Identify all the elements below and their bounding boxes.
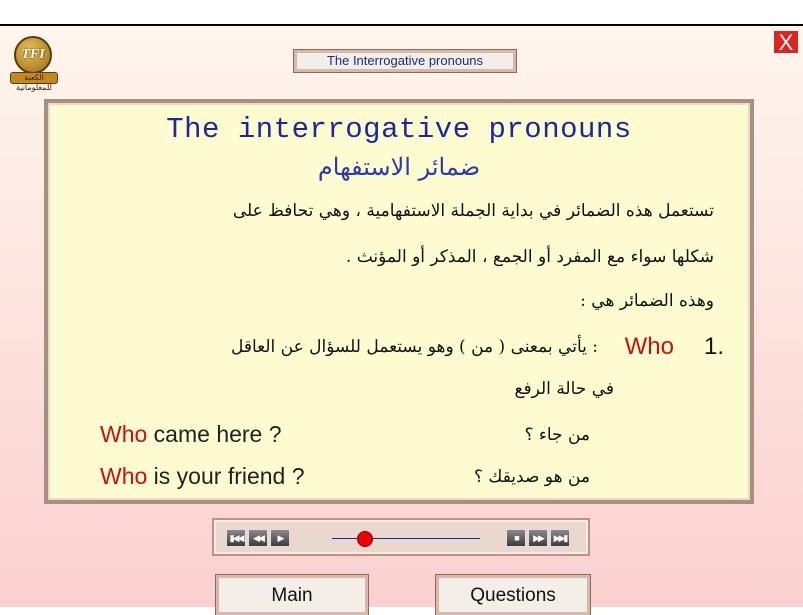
- logo-caption: الكعبة للمعلوماتية: [10, 72, 58, 84]
- example-keyword: Who: [100, 421, 148, 447]
- media-player: [212, 518, 590, 556]
- example-en-2: [100, 463, 305, 490]
- play-icon[interactable]: ▶: [270, 529, 290, 547]
- example-rest: came here ?: [147, 421, 282, 447]
- item-keyword: Who: [624, 333, 674, 360]
- example-ar-1: من جاء ؟: [524, 425, 590, 445]
- logo-emblem-icon: [14, 36, 52, 74]
- item-number: 1.: [703, 333, 724, 360]
- logo-text: TFI: [21, 47, 45, 62]
- paragraph-line-2: شكلها سواء مع المفرد أو الجمع ، المذكر أو المؤنث .: [345, 247, 714, 267]
- lesson-panel: [44, 99, 754, 504]
- heading-arabic: ضمائر الاستفهام: [317, 153, 481, 181]
- example-keyword: Who: [100, 463, 148, 489]
- forward-icon[interactable]: ▶▶: [528, 529, 548, 547]
- skip-start-icon[interactable]: ▮◀◀: [226, 529, 246, 547]
- intro-line: وهذه الضمائر هي :: [580, 291, 714, 311]
- rewind-icon[interactable]: ◀◀: [248, 529, 268, 547]
- item-description-cont: في حالة الرفع: [514, 379, 614, 399]
- paragraph-line-1: تستعمل هذه الضمائر في بداية الجملة الاستفهامية ، وهي تحافظ على: [232, 201, 714, 221]
- progress-knob[interactable]: [357, 531, 373, 547]
- logo: [10, 36, 58, 92]
- close-button[interactable]: X: [773, 30, 799, 54]
- lesson-title-box: The Interrogative pronouns: [294, 50, 516, 72]
- list-item: [62, 333, 724, 365]
- skip-end-icon[interactable]: ▶▶▮: [550, 529, 570, 547]
- item-description: : يأتي بمعنى ( من ) وهو يستعمل للسؤال عن العاقل: [230, 337, 598, 357]
- main-button[interactable]: Main: [216, 575, 368, 615]
- example-rest: is your friend ?: [147, 463, 305, 489]
- questions-button[interactable]: Questions: [436, 575, 590, 615]
- progress-track[interactable]: [332, 538, 480, 539]
- example-en-1: [100, 421, 282, 448]
- heading-english: The interrogative pronouns: [166, 113, 632, 146]
- stop-icon[interactable]: ■: [506, 529, 526, 547]
- example-ar-2: من هو صديقك ؟: [473, 467, 590, 487]
